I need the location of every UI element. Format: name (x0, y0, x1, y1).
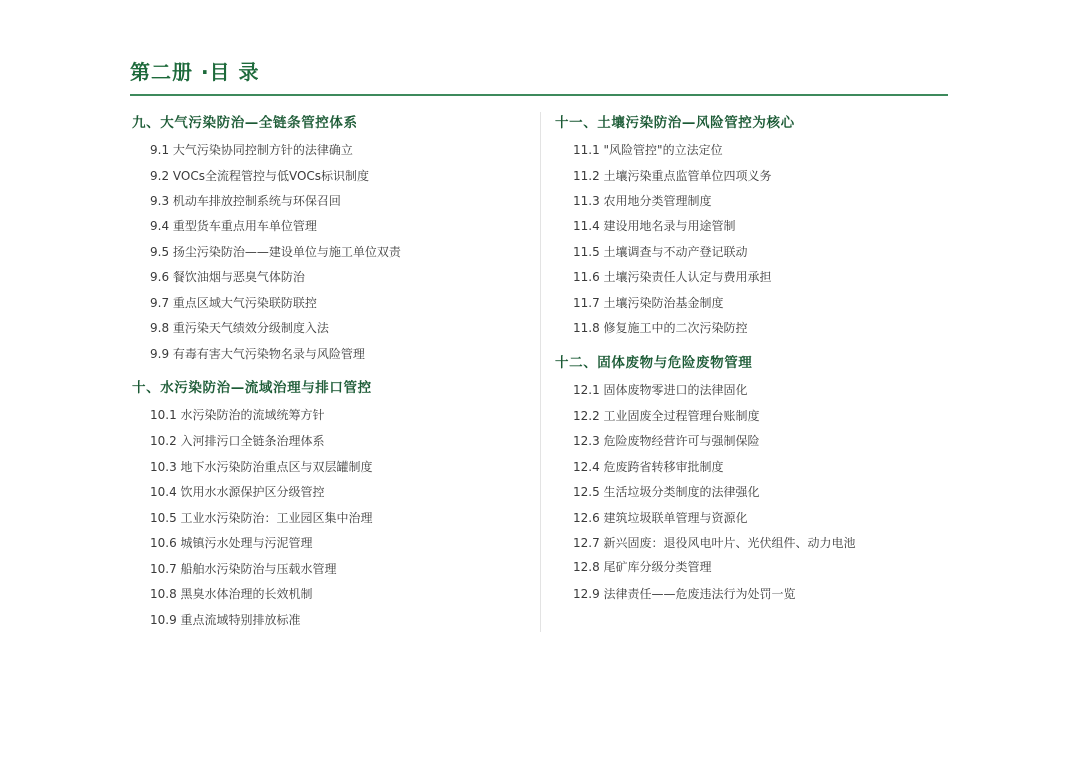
section-heading-10: 十、水污染防治—流域治理与排口管控 (132, 380, 372, 396)
section-heading-11: 十一、土壤污染防治—风险管控为核心 (555, 115, 795, 131)
toc-item-12-2: 12.2 工业固废全过程管理台账制度 (573, 409, 760, 423)
toc-item-11-1: 11.1 "风险管控"的立法定位 (573, 143, 723, 157)
toc-item-12-9: 12.9 法律责任——危废违法行为处罚一览 (573, 587, 796, 601)
toc-item-9-5: 9.5 扬尘污染防治——建设单位与施工单位双责 (150, 245, 401, 259)
section-heading-12: 十二、固体废物与危险废物管理 (555, 355, 753, 371)
toc-item-12-3: 12.3 危险废物经营许可与强制保险 (573, 434, 760, 448)
column-divider (540, 112, 541, 632)
toc-item-12-7: 12.7 新兴固废：退役风电叶片、光伏组件、动力电池 (573, 536, 856, 550)
toc-item-11-5: 11.5 土壤调查与不动产登记联动 (573, 245, 748, 259)
toc-item-12-1: 12.1 固体废物零进口的法律固化 (573, 383, 748, 397)
toc-item-10-2: 10.2 入河排污口全链条治理体系 (150, 434, 325, 448)
toc-item-10-7: 10.7 船舶水污染防治与压载水管理 (150, 562, 337, 576)
toc-item-10-6: 10.6 城镇污水处理与污泥管理 (150, 536, 313, 550)
toc-item-12-4: 12.4 危废跨省转移审批制度 (573, 460, 724, 474)
toc-item-9-7: 9.7 重点区域大气污染联防联控 (150, 296, 317, 310)
title-underline (130, 94, 948, 96)
toc-item-11-4: 11.4 建设用地名录与用途管制 (573, 219, 736, 233)
toc-item-11-8: 11.8 修复施工中的二次污染防控 (573, 321, 748, 335)
toc-item-10-3: 10.3 地下水污染防治重点区与双层罐制度 (150, 460, 373, 474)
toc-item-12-6: 12.6 建筑垃圾联单管理与资源化 (573, 511, 748, 525)
toc-item-10-1: 10.1 水污染防治的流域统筹方针 (150, 408, 325, 422)
toc-item-9-2: 9.2 VOCs全流程管控与低VOCs标识制度 (150, 169, 370, 183)
toc-item-10-9: 10.9 重点流域特别排放标准 (150, 613, 301, 627)
toc-item-10-8: 10.8 黑臭水体治理的长效机制 (150, 587, 313, 601)
toc-item-10-5: 10.5 工业水污染防治：工业园区集中治理 (150, 511, 373, 525)
toc-item-9-8: 9.8 重污染天气绩效分级制度入法 (150, 321, 329, 335)
page-title: 第二册 ·目 录 (130, 60, 260, 84)
section-heading-9: 九、大气污染防治—全链条管控体系 (132, 115, 358, 131)
toc-item-10-4: 10.4 饮用水水源保护区分级管控 (150, 485, 325, 499)
toc-item-11-7: 11.7 土壤污染防治基金制度 (573, 296, 724, 310)
toc-item-11-6: 11.6 土壤污染责任人认定与费用承担 (573, 270, 772, 284)
toc-item-9-9: 9.9 有毒有害大气污染物名录与风险管理 (150, 347, 365, 361)
toc-item-9-3: 9.3 机动车排放控制系统与环保召回 (150, 194, 341, 208)
toc-item-9-4: 9.4 重型货车重点用车单位管理 (150, 219, 317, 233)
toc-item-9-6: 9.6 餐饮油烟与恶臭气体防治 (150, 270, 305, 284)
toc-item-11-2: 11.2 土壤污染重点监管单位四项义务 (573, 169, 772, 183)
toc-item-12-8: 12.8 尾矿库分级分类管理 (573, 560, 712, 574)
toc-item-12-5: 12.5 生活垃圾分类制度的法律强化 (573, 485, 760, 499)
toc-item-9-1: 9.1 大气污染协同控制方针的法律确立 (150, 143, 353, 157)
toc-item-11-3: 11.3 农用地分类管理制度 (573, 194, 712, 208)
